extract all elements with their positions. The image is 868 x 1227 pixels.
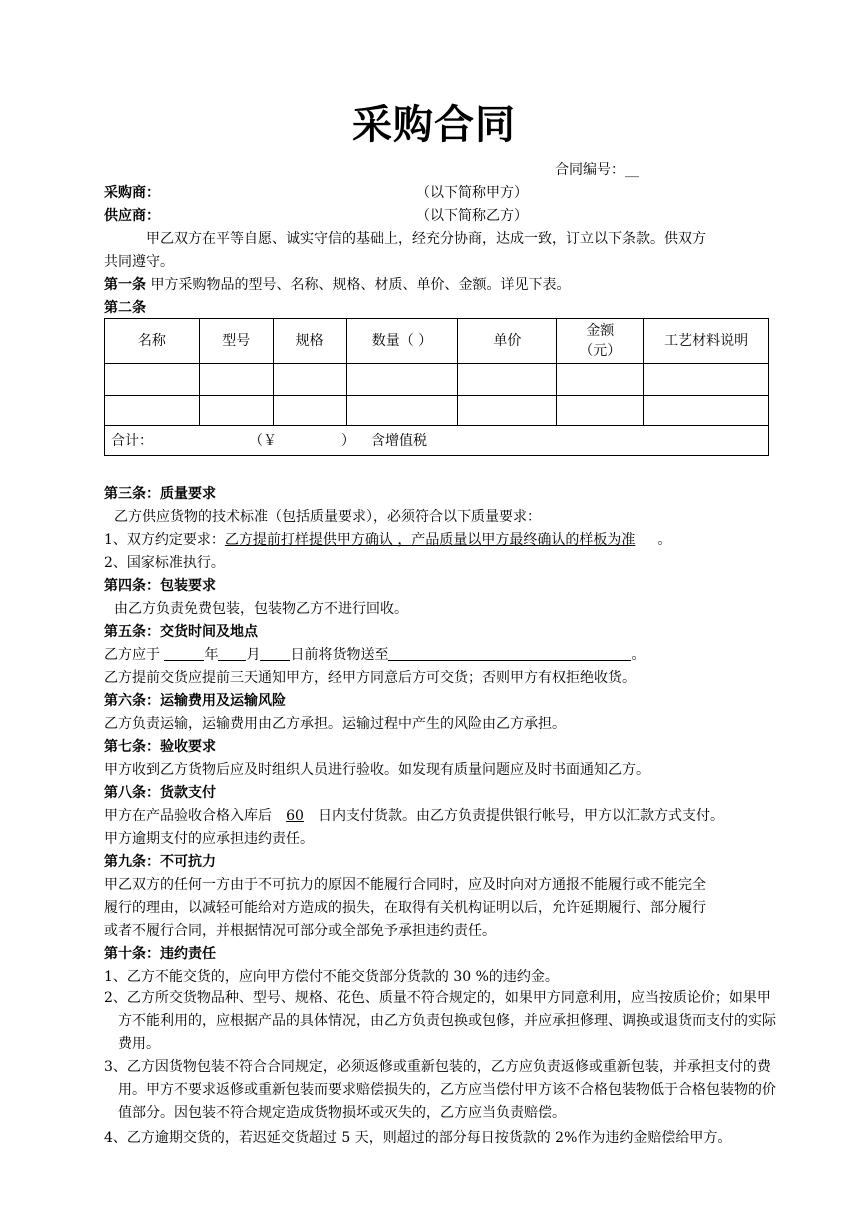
article-2-heading: 第二条 <box>104 300 146 316</box>
article-4-line-1: 由乙方负责免费包装，包装物乙方不进行回收。 <box>114 601 408 617</box>
buyer-label: 采购商： <box>104 185 160 201</box>
article-10-item-1: 1、乙方不能交货的，应向甲方偿付不能交货部分货款的 30 %的违约金。 <box>104 969 559 985</box>
article-5-middle: 日前将货物送至 <box>290 647 389 663</box>
header-quantity: 数量（ ） <box>346 319 458 364</box>
article-3-line-3: 2、国家标准执行。 <box>104 555 225 571</box>
article-5-line-1 <box>104 645 794 665</box>
header-spec: 规格 <box>273 319 346 364</box>
article-7-heading: 第七条：验收要求 <box>104 739 216 755</box>
intro-line-1: 甲乙双方在平等自愿、诚实守信的基础上，经充分协商，达成一致，订立以下条款。供双方 <box>146 231 706 247</box>
contract-number: 合同编号：__ <box>555 162 639 178</box>
intro-line-2: 共同遵守。 <box>104 254 174 270</box>
article-4-heading: 第四条：包装要求 <box>104 578 216 594</box>
article-9-heading: 第九条：不可抗力 <box>104 854 216 870</box>
article-5-line-2: 乙方提前交货应提前三天通知甲方，经甲方同意后方可交货；否则甲方有权拒绝收货。 <box>104 670 636 686</box>
supplier-line <box>104 206 794 226</box>
article-3-requirement: 乙方提前打样提供甲方确认 ，产品质量以甲方最终确认的样板为准 <box>224 532 636 548</box>
destination-blank <box>388 645 631 661</box>
month-label: 月 <box>246 647 261 663</box>
article-8-suffix: 日内支付货款。由乙方负责提供银行帐号，甲方以汇款方式支付。 <box>318 808 724 824</box>
article-3-line-1: 乙方供应货物的技术标准（包括质量要求），必须符合以下质量要求： <box>114 509 541 525</box>
article-8-heading: 第八条：货款支付 <box>104 785 216 801</box>
header-craft-notes: 工艺材料说明 <box>644 319 769 364</box>
goods-table <box>104 318 769 456</box>
article-10-item-3: 3、乙方因货物包装不符合合同规定，必须返修或重新包装的，乙方应负责返修或重新包装，并承担支付的费用。甲方不要求返修或重新包装而要求赔偿损失的，乙方应当偿付甲方该不合格包装物低于合格包装物的价值部分。因包装不符合规定造成货物损坏或灭失的，乙方应当负责赔偿。 <box>104 1059 776 1121</box>
buyer-note: （以下简称甲方） <box>416 185 528 201</box>
article-1-text: 甲方采购物品的型号、名称、规格、材质、单价、金额。详见下表。 <box>146 277 571 293</box>
article-9-line-2: 履行的理由，以减轻可能给对方造成的损失，在取得有关机构证明以后，允许延期履行、部分履行 <box>104 900 706 916</box>
header-unit-price: 单价 <box>458 319 557 364</box>
month-blank <box>218 645 246 661</box>
article-3-heading: 第三条：质量要求 <box>104 486 216 502</box>
article-5-prefix: 乙方应于 <box>104 647 165 663</box>
table-total-row <box>105 426 769 456</box>
total-yuan: （￥ <box>249 432 277 449</box>
article-3-line-2 <box>104 530 794 550</box>
total-cell <box>105 426 769 456</box>
article-7-line-1: 甲方收到乙方货物后应及时组织人员进行验收。如发现有质量问题应及时书面通知乙方。 <box>104 762 650 778</box>
buyer-line <box>104 183 794 203</box>
header-name: 名称 <box>105 319 200 364</box>
article-1-heading: 第一条 <box>104 277 146 293</box>
article-5-end: 。 <box>631 647 646 663</box>
header-model: 型号 <box>199 319 273 364</box>
header-amount-unit: （元） <box>579 343 622 359</box>
year-blank <box>164 645 204 661</box>
article-9-line-3: 或者不履行合同，并根据情况可部分或全部免予承担违约责任。 <box>104 923 496 939</box>
table-row <box>105 364 769 396</box>
article-10-item-4: 4、乙方逾期交货的，若迟延交货超过 5 天，则超过的部分每日按货款的 2%作为违约金赔偿给甲方。 <box>104 1130 732 1146</box>
header-amount-label: 金额 <box>586 323 615 339</box>
header-amount <box>557 319 644 364</box>
article-1 <box>104 275 794 295</box>
table-header-row <box>105 319 769 364</box>
payment-days: 60 <box>286 808 304 824</box>
article-8-line-1 <box>104 806 794 826</box>
total-tax: 含增值税 <box>371 432 427 449</box>
table-row <box>105 396 769 426</box>
article-3-line-2-suffix: 。 <box>657 532 672 548</box>
article-10-item-2: 2、乙方所交货物品种、型号、规格、花色、质量不符合规定的，如果甲方同意利用，应当按质论价；如果甲方不能利用的，应根据产品的具体情况，由乙方负责包换或包修，并应承担修理、调换或退货而支付的实际费用。 <box>104 990 776 1052</box>
article-8-line-2: 甲方逾期支付的应承担违约责任。 <box>104 831 314 847</box>
supplier-label: 供应商： <box>104 208 160 224</box>
article-5-heading: 第五条：交货时间及地点 <box>104 624 258 640</box>
total-label: 合计： <box>111 432 153 449</box>
total-close: ） <box>341 432 355 449</box>
article-3-line-2-prefix: 1、双方约定要求： <box>104 532 225 548</box>
article-6-line-1: 乙方负责运输，运输费用由乙方承担。运输过程中产生的风险由乙方承担。 <box>104 716 566 732</box>
article-8-prefix: 甲方在产品验收合格入库后 <box>104 808 272 824</box>
article-9-line-1: 甲乙双方的任何一方由于不可抗力的原因不能履行合同时，应及时向对方通报不能履行或不能完全 <box>104 877 706 893</box>
page-title: 采购合同 <box>352 101 516 148</box>
article-6-heading: 第六条：运输费用及运输风险 <box>104 693 286 709</box>
day-blank <box>260 645 290 661</box>
supplier-note: （以下简称乙方） <box>416 208 528 224</box>
article-10-heading: 第十条：违约责任 <box>104 946 216 962</box>
year-label: 年 <box>204 647 219 663</box>
